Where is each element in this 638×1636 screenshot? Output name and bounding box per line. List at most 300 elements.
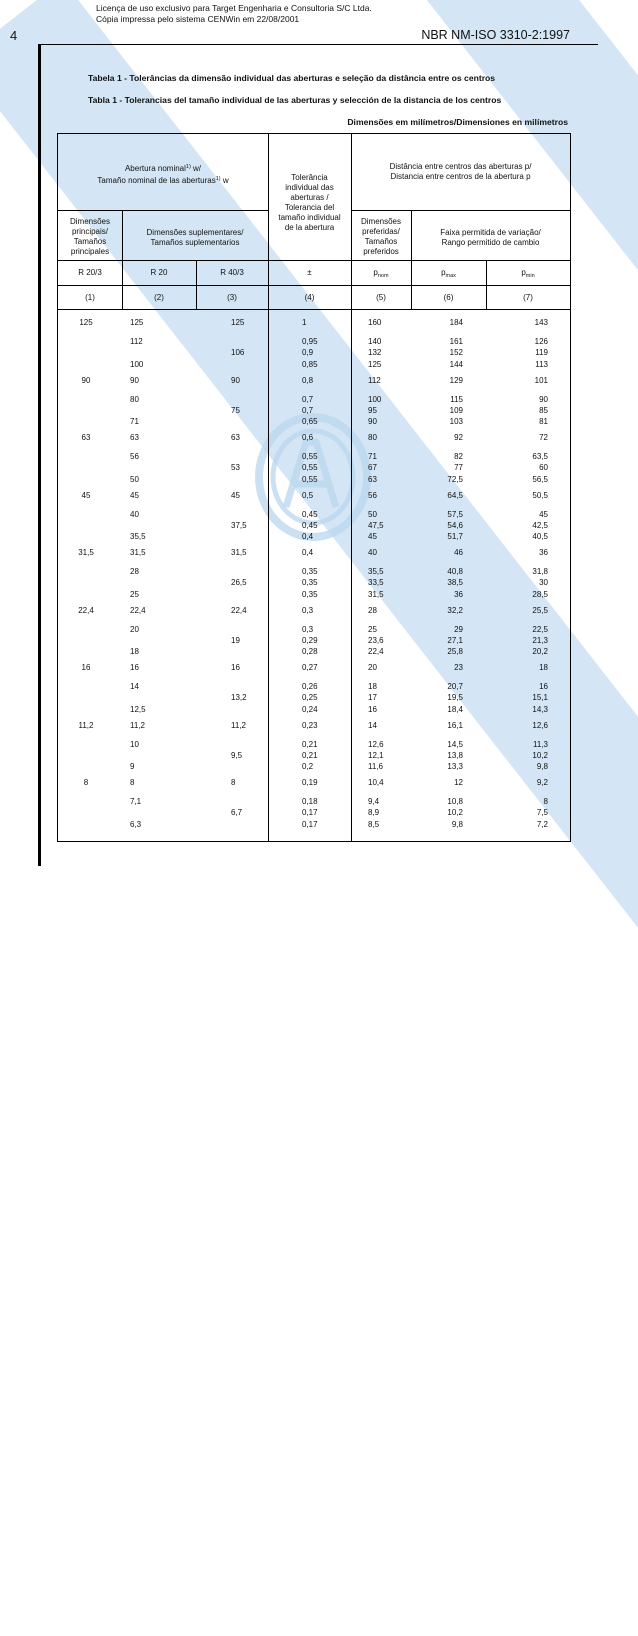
table-cell	[58, 490, 114, 502]
cell-value	[130, 692, 196, 703]
cell-value: 112	[130, 337, 143, 347]
table-cell	[411, 662, 486, 715]
aperture-header-es-tail: w	[220, 176, 229, 185]
cell-value: 12,1	[368, 750, 384, 760]
aperture-header	[58, 162, 268, 186]
cell-value: 31,5	[368, 589, 384, 599]
cell-value: 16	[368, 704, 377, 714]
table-cell	[58, 720, 114, 732]
table-cell	[411, 547, 486, 600]
cell-value: 11,2	[231, 720, 246, 730]
cell-value: 29	[454, 624, 463, 634]
table-cell	[411, 605, 486, 658]
cell-value: 42,5	[532, 520, 548, 530]
aperture-header-pt: Abertura nominal	[124, 164, 186, 173]
series-label	[486, 268, 570, 281]
cell-value: 15,1	[532, 693, 548, 703]
cell-value: 161	[449, 337, 463, 347]
cell-value: 0,3	[302, 624, 314, 634]
cell-value: 125	[368, 359, 382, 369]
cell-value: 8,9	[368, 808, 380, 818]
table-cell	[196, 317, 268, 370]
cell-value: 0,6	[302, 433, 314, 442]
cell-value	[231, 474, 268, 485]
cell-value: 63	[231, 433, 240, 442]
cell-value: 50,5	[532, 490, 548, 500]
units-note: Dimensões em milímetros/Dimensiones en milímetros	[347, 117, 568, 127]
principal-header: Dimensões principais/ Tamaños principales	[69, 217, 110, 256]
cell-value: 1	[302, 318, 307, 327]
cell-value	[231, 796, 268, 807]
table-rule	[58, 210, 268, 211]
table-cell	[486, 547, 570, 600]
cell-value: 0,8	[302, 375, 314, 385]
cell-value	[231, 451, 268, 462]
cell-value: 21,3	[532, 635, 548, 645]
cell-value: 67	[368, 463, 377, 473]
cell-value: 19	[231, 635, 240, 645]
cell-value: 100	[130, 359, 144, 369]
cell-value: 25	[368, 624, 377, 634]
license-notice	[96, 3, 372, 25]
cell-value: 0,45	[302, 509, 318, 519]
cell-value: 75	[231, 405, 240, 415]
table-cell	[122, 777, 196, 830]
cell-value: 85	[539, 405, 548, 415]
cell-value: 20	[130, 624, 139, 634]
cell-value: 72	[539, 433, 548, 442]
cell-value: 45	[130, 490, 139, 500]
table-cell	[58, 662, 114, 674]
table-cell	[486, 777, 570, 830]
table-rule	[58, 285, 570, 286]
cell-value: 14,3	[532, 704, 548, 714]
cell-value: 12,5	[130, 704, 146, 714]
cell-value	[130, 405, 196, 416]
license-line: Cópia impressa pelo sistema CENWin em 22/08/2001	[96, 14, 300, 24]
aperture-header-pt-tail: w/	[190, 164, 202, 173]
table-cell	[196, 662, 268, 715]
cell-value: 103	[449, 417, 463, 427]
cell-value	[231, 416, 268, 427]
cell-value: 13,8	[447, 750, 463, 760]
cell-value: 35,5	[130, 532, 146, 542]
cell-value: 0,26	[302, 682, 318, 692]
cell-value: 10,2	[447, 808, 463, 818]
cell-value: 132	[368, 348, 382, 358]
cell-value: 54,6	[447, 520, 463, 530]
table-cell	[486, 432, 570, 485]
cell-value	[130, 750, 196, 761]
cell-value: 50	[130, 474, 139, 484]
cell-value: 45	[539, 509, 548, 519]
cell-value: 14	[368, 720, 377, 730]
cell-value: 8	[130, 778, 135, 787]
table-cell	[58, 605, 114, 617]
cell-value: 64,5	[447, 490, 463, 500]
table-cell	[122, 605, 196, 658]
table-title-pt: Tabela 1 - Tolerâncias da dimensão individual das aberturas e seleção da distância entre os centros	[88, 73, 496, 83]
cell-value: 9,8	[451, 819, 463, 829]
cell-value: 9,5	[231, 750, 243, 760]
cell-value: 0,5	[302, 490, 314, 500]
distance-header-pt: Distância entre centros das aberturas p/	[389, 162, 532, 171]
table-cell	[268, 547, 351, 600]
cell-value: 0,29	[302, 635, 318, 645]
cell-value: 37,5	[231, 520, 247, 530]
cell-value: 0,85	[302, 359, 318, 369]
table-rule	[351, 210, 570, 211]
cell-value: 38,5	[447, 578, 463, 588]
cell-value: 101	[534, 375, 548, 385]
cell-value	[130, 347, 196, 358]
cell-value: 35,5	[368, 567, 384, 577]
table-cell	[351, 375, 411, 428]
table-rule	[58, 309, 570, 310]
cell-value: 28,5	[532, 589, 548, 599]
table-cell	[268, 432, 351, 485]
table-cell	[122, 375, 196, 428]
table-cell	[196, 605, 268, 658]
table-cell	[486, 605, 570, 658]
table-cell	[351, 605, 411, 658]
cell-value: 80	[130, 394, 139, 404]
cell-value: 28	[368, 605, 377, 615]
cell-value	[231, 394, 268, 405]
cell-value: 10,8	[447, 797, 463, 807]
cell-value: 22,4	[130, 605, 146, 615]
cell-value: 0,55	[302, 452, 318, 462]
cell-value: 11,6	[368, 762, 383, 772]
cell-value: 90	[81, 375, 91, 385]
cell-value: 0,3	[302, 605, 314, 615]
cell-value: 27,1	[447, 635, 463, 645]
table-title-es: Tabla 1 - Tolerancias del tamaño individual de las aberturas y selección de la distancia de los centros	[88, 95, 502, 105]
series-subscript: min	[525, 273, 535, 279]
cell-value: 31,5	[130, 548, 146, 557]
cell-value	[231, 589, 268, 600]
margin-bar	[38, 44, 41, 866]
table-cell	[196, 375, 268, 428]
cell-value: 22,4	[368, 647, 384, 657]
cell-value: 56	[130, 452, 139, 462]
cell-value: 31,5	[231, 548, 247, 557]
cell-value: 0,45	[302, 520, 318, 530]
cell-value: 31,8	[532, 567, 548, 577]
column-number: (3)	[227, 293, 237, 302]
cell-value: 45	[81, 490, 91, 500]
cell-value: 22,4	[78, 605, 94, 615]
footnote-mark: 1)	[215, 176, 221, 182]
cell-value: 129	[449, 375, 463, 385]
cell-value: 12	[454, 778, 463, 787]
cell-value: 7,1	[130, 797, 142, 807]
cell-value: 11,3	[533, 739, 548, 749]
cell-value: 63	[81, 433, 91, 442]
standard-code: NBR NM-ISO 3310-2:1997	[421, 28, 570, 42]
table-cell	[268, 317, 351, 370]
series-label: R 20	[150, 268, 168, 277]
cell-value: 53	[231, 463, 240, 473]
cell-value: 10,2	[532, 750, 548, 760]
cell-value: 109	[449, 405, 463, 415]
cell-value: 12,6	[368, 739, 384, 749]
cell-value: 9,4	[368, 797, 380, 807]
cell-value: 184	[449, 318, 463, 327]
cell-value	[231, 359, 268, 370]
cell-value	[130, 577, 196, 588]
cell-value: 0,35	[302, 567, 318, 577]
cell-value	[231, 531, 268, 542]
cell-value: 81	[539, 417, 548, 427]
table-cell	[58, 432, 114, 444]
cell-value: 0,35	[302, 578, 318, 588]
cell-value: 0,21	[302, 750, 318, 760]
cell-value: 0,19	[302, 778, 318, 787]
table-cell	[196, 547, 268, 600]
series-symbol: p	[373, 268, 378, 277]
cell-value: 82	[454, 452, 463, 462]
tolerance-header: Tolerância individual das aberturas / Tolerancia del tamaño individual de la abertura	[278, 173, 341, 232]
column-number: (7)	[523, 293, 533, 302]
tolerance-table	[57, 133, 571, 842]
table-cell	[196, 490, 268, 543]
cell-value: 26,5	[231, 578, 247, 588]
table-cell	[351, 317, 411, 370]
cell-value: 22,4	[231, 605, 247, 615]
cell-value: 71	[368, 452, 377, 462]
cell-value	[130, 462, 196, 473]
cell-value: 22,5	[532, 624, 548, 634]
cell-value: 18	[539, 663, 548, 672]
series-symbol: p	[521, 268, 526, 277]
cell-value: 25,5	[532, 605, 548, 615]
cell-value: 9,8	[536, 762, 548, 772]
cell-value: 0,95	[302, 337, 318, 347]
cell-value: 7,5	[536, 808, 548, 818]
table-cell	[196, 720, 268, 773]
cell-value: 16	[81, 663, 91, 672]
cell-value: 16	[130, 663, 139, 672]
table-cell	[351, 490, 411, 543]
table-cell	[122, 317, 196, 370]
cell-value: 119	[535, 348, 548, 358]
cell-value: 12,6	[532, 720, 548, 730]
cell-value: 28	[130, 567, 139, 577]
cell-value: 25,8	[447, 647, 463, 657]
cell-value: 13,3	[447, 762, 463, 772]
table-cell	[411, 375, 486, 428]
table-cell	[268, 720, 351, 773]
cell-value: 6,3	[130, 819, 142, 829]
cell-value: 40,8	[447, 567, 463, 577]
table-cell	[486, 720, 570, 773]
cell-value: 160	[368, 318, 382, 327]
cell-value: 0,55	[302, 463, 318, 473]
cell-value: 0,24	[302, 704, 318, 714]
cell-value	[130, 635, 196, 646]
cell-value: 23,6	[368, 635, 384, 645]
cell-value	[231, 566, 268, 577]
cell-value	[231, 509, 268, 520]
cell-value: 95	[368, 405, 377, 415]
table-cell	[122, 490, 196, 543]
page-number: 4	[10, 28, 18, 43]
range-header: Faixa permitida de variação/ Rango permitido de cambio	[440, 228, 541, 247]
table-cell	[268, 662, 351, 715]
distance-header-es: Distancia entre centros de la abertura p	[390, 172, 531, 181]
cell-value: 143	[534, 318, 548, 327]
cell-value: 0,4	[302, 532, 314, 542]
column-number: (2)	[154, 293, 164, 302]
cell-value: 60	[539, 463, 548, 473]
cell-value: 115	[450, 394, 463, 404]
cell-value: 144	[449, 359, 463, 369]
cell-value: 0,25	[302, 693, 318, 703]
cell-value: 16,1	[447, 720, 463, 730]
cell-value: 0,18	[302, 797, 318, 807]
cell-value: 140	[368, 337, 382, 347]
cell-value	[130, 807, 196, 818]
cell-value: 0,65	[302, 417, 318, 427]
cell-value	[231, 739, 268, 750]
cell-value: 18	[368, 682, 377, 692]
cell-value: 8	[231, 778, 236, 787]
table-cell	[122, 720, 196, 773]
cell-value: 8	[83, 778, 89, 787]
cell-value: 57,5	[447, 509, 463, 519]
cell-value: 112	[368, 375, 381, 385]
cell-value: 20,2	[532, 647, 548, 657]
cell-value: 8,5	[368, 819, 380, 829]
cell-value: 6,7	[231, 808, 243, 818]
cell-value: 10,4	[368, 778, 384, 787]
table-rule	[58, 260, 570, 261]
cell-value: 56,5	[532, 474, 548, 484]
cell-value: 45	[231, 490, 240, 500]
table-cell	[58, 375, 114, 387]
cell-value: 63	[368, 474, 377, 484]
table-cell	[411, 490, 486, 543]
table-cell	[58, 547, 114, 559]
cell-value: 90	[130, 375, 139, 385]
table-cell	[411, 777, 486, 830]
series-label: ±	[307, 268, 312, 277]
table-cell	[196, 777, 268, 830]
preferred-header: Dimensões preferidas/ Tamaños preferidos	[360, 217, 401, 256]
cell-value: 0,7	[302, 394, 314, 404]
cell-value: 20	[368, 663, 377, 672]
cell-value	[231, 624, 268, 635]
cell-value	[231, 336, 268, 347]
cell-value: 18,4	[447, 704, 463, 714]
cell-value: 20,7	[447, 682, 463, 692]
cell-value: 11,2	[78, 720, 94, 730]
cell-value: 126	[534, 337, 548, 347]
license-line: Licença de uso exclusivo para Target Engenharia e Consultoria S/C Ltda.	[96, 3, 372, 13]
table-cell	[268, 777, 351, 830]
cell-value: 63	[130, 433, 139, 442]
cell-value: 32,2	[447, 605, 463, 615]
column-number: (5)	[376, 293, 386, 302]
aperture-header-es: Tamaño nominal de las aberturas	[97, 176, 216, 185]
table-cell	[122, 432, 196, 485]
table-cell	[411, 432, 486, 485]
cell-value: 125	[231, 318, 245, 327]
cell-value: 40,5	[532, 532, 548, 542]
series-label	[411, 268, 486, 281]
cell-value: 0,23	[302, 720, 318, 730]
header-rule	[38, 44, 598, 45]
table-cell	[122, 662, 196, 715]
cell-value: 63,5	[532, 452, 548, 462]
series-symbol: p	[441, 268, 446, 277]
cell-value: 14,5	[447, 739, 463, 749]
series-subscript: max	[445, 273, 456, 279]
cell-value: 0,9	[302, 348, 314, 358]
cell-value: 30	[539, 578, 548, 588]
cell-value: 0,21	[302, 739, 318, 749]
cell-value: 11,2	[130, 720, 145, 730]
cell-value: 23	[454, 663, 463, 672]
table-cell	[486, 662, 570, 715]
cell-value: 10	[130, 739, 139, 749]
cell-value: 0,17	[302, 819, 318, 829]
table-cell	[351, 777, 411, 830]
distance-header	[351, 162, 570, 182]
table-cell	[58, 317, 114, 329]
cell-value: 40	[130, 509, 139, 519]
series-label: R 20/3	[78, 268, 102, 277]
cell-value: 0,7	[302, 405, 314, 415]
cell-value: 113	[535, 359, 548, 369]
cell-value: 92	[454, 433, 463, 442]
table-cell	[351, 720, 411, 773]
column-number: (1)	[85, 293, 95, 302]
table-cell	[268, 605, 351, 658]
cell-value: 33,5	[368, 578, 384, 588]
cell-value: 125	[130, 318, 144, 327]
cell-value: 56	[368, 490, 377, 500]
table-cell	[351, 662, 411, 715]
cell-value: 31,5	[78, 548, 94, 557]
table-cell	[351, 432, 411, 485]
table-cell	[268, 490, 351, 543]
cell-value: 18	[130, 647, 139, 657]
cell-value: 0,27	[302, 663, 318, 672]
cell-value: 0,4	[302, 548, 314, 557]
cell-value	[231, 761, 268, 772]
cell-value	[130, 520, 196, 531]
cell-value: 90	[231, 375, 240, 385]
cell-value: 0,28	[302, 647, 318, 657]
cell-value: 71	[130, 417, 139, 427]
series-label: R 40/3	[220, 268, 244, 277]
cell-value: 36	[539, 548, 548, 557]
cell-value: 80	[368, 433, 377, 442]
cell-value: 90	[368, 417, 377, 427]
cell-value	[231, 681, 268, 692]
cell-value: 125	[79, 318, 93, 327]
cell-value: 14	[130, 682, 139, 692]
series-label	[351, 268, 411, 281]
cell-value: 46	[454, 548, 463, 557]
table-cell	[268, 375, 351, 428]
cell-value: 106	[231, 348, 245, 358]
cell-value: 16	[539, 682, 548, 692]
cell-value: 40	[368, 548, 377, 557]
cell-value	[231, 646, 268, 657]
